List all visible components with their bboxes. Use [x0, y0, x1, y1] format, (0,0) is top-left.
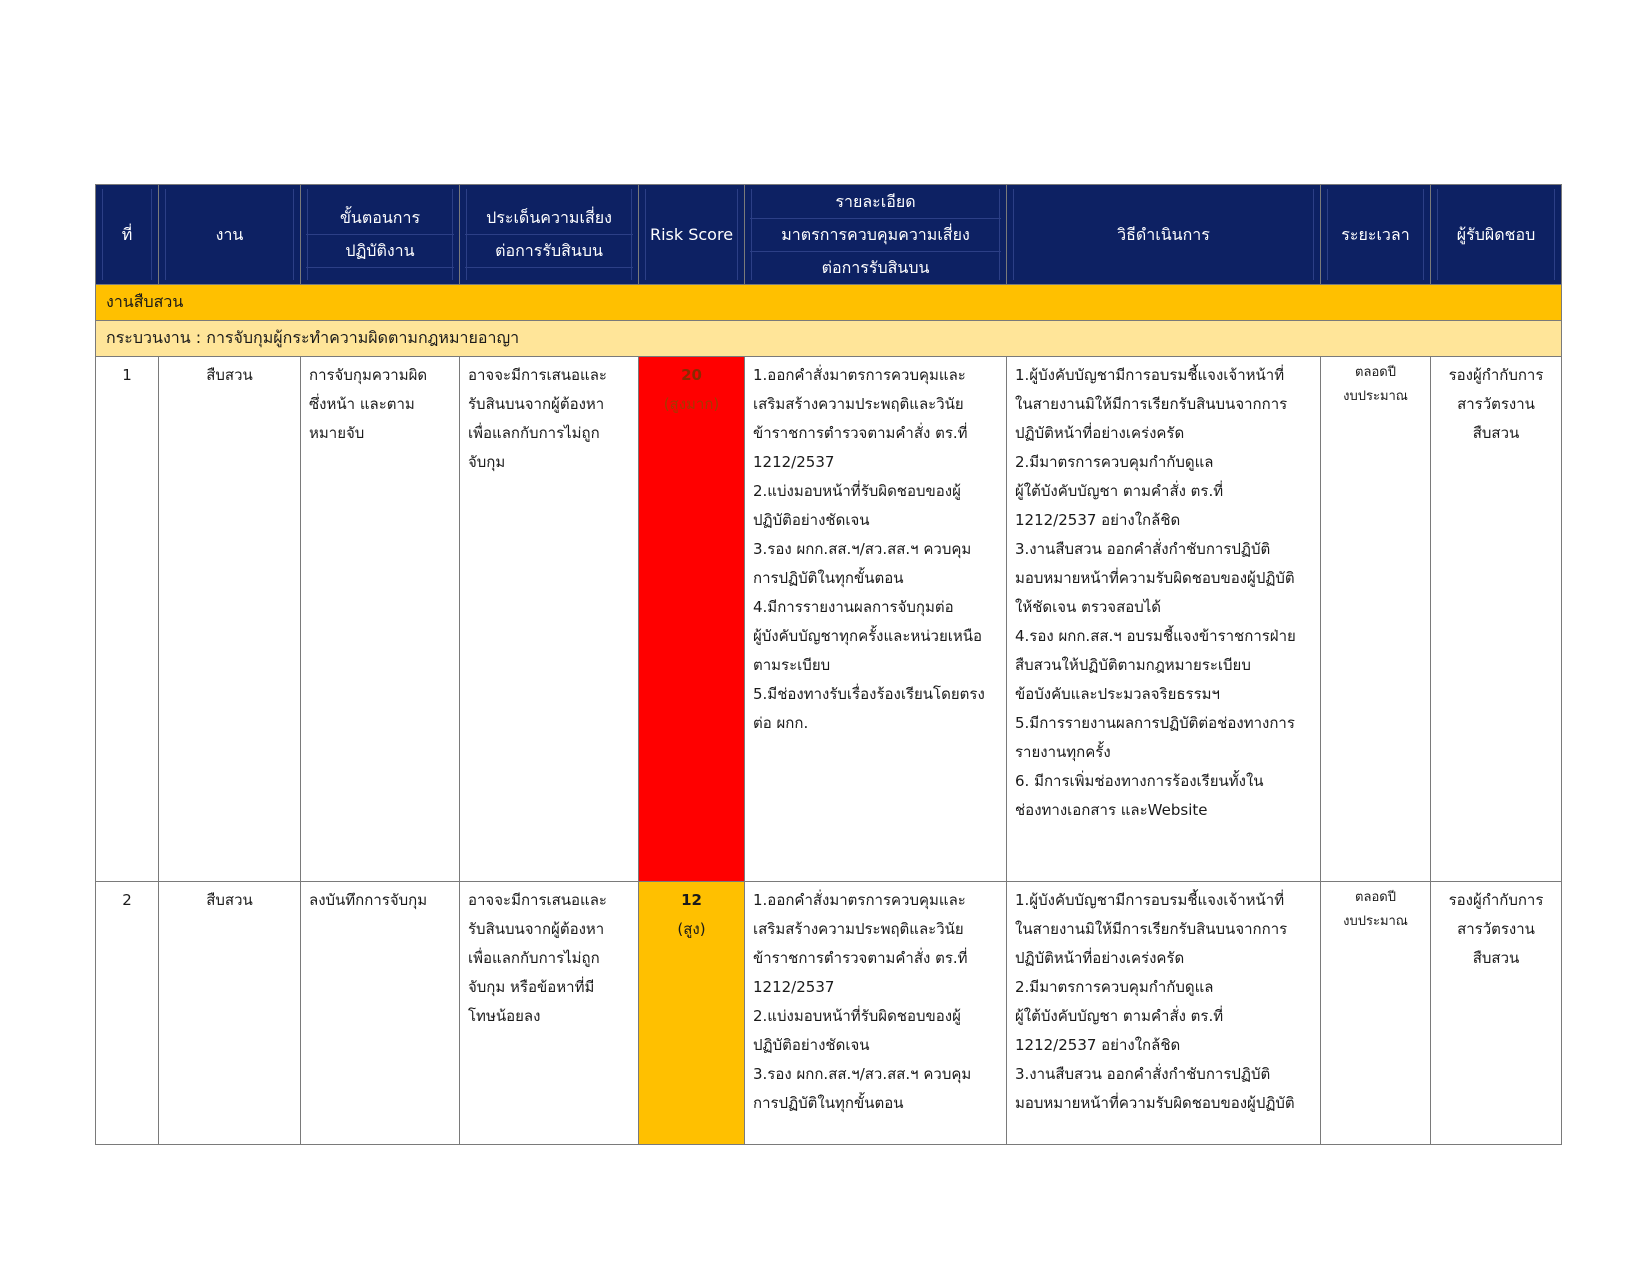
risk-level-label: (สูง) [677, 920, 706, 938]
row-method: 1.ผู้บังคับบัญชามีการอบรมชี้แจงเจ้าหน้าที่ ในสายงานมิให้มีการเรียกรับสินบนจากการ ปฏิบัติหน้าที่อย่างเคร่งครัด 2.มีมาตรการควบคุมกำกับดูแล ผู้ใต้บังคับบัญชา ตามคำสั่ง ตร.ที่ 1212/2537 อย่างใกล้ชิด 3.งานสืบสวน ออกคำสั่งกำชับการปฏิบัติ มอบหมายหน้าที่ความรับผิดชอบของผู้ปฏิบัติ [1007, 882, 1321, 1145]
row-owner: รองผู้กำกับการ สารวัตรงาน สืบสวน [1431, 882, 1562, 1145]
header-owner: ผู้รับผิดชอบ [1431, 185, 1562, 285]
row-work: สืบสวน [159, 882, 301, 1145]
process-title: กระบวนงาน : การจับกุมผู้กระทำความผิดตามกฎหมายอาญา [96, 321, 1562, 357]
row-period: ตลอดปี งบประมาณ [1321, 357, 1431, 882]
risk-level-label: (สูงมาก) [663, 395, 720, 413]
row-owner: รองผู้กำกับการ สารวัตรงาน สืบสวน [1431, 357, 1562, 882]
header-work: งาน [159, 185, 301, 285]
table-row [96, 357, 1562, 882]
header-no: ที่ [96, 185, 159, 285]
header-risk-issue: ประเด็นความเสี่ยง ต่อการรับสินบน [460, 185, 639, 285]
risk-score-value: 12 [681, 891, 702, 909]
section-row [96, 285, 1562, 321]
row-risk-score-cell [639, 357, 745, 882]
row-control: 1.ออกคำสั่งมาตรการควบคุมและ เสริมสร้างความประพฤติและวินัย ข้าราชการตำรวจตามคำสั่ง ตร.ที่ 1212/2537 2.แบ่งมอบหน้าที่รับผิดชอบของผู้ ปฏิบัติอย่างชัดเจน 3.รอง ผกก.สส.ฯ/สว.สส.ฯ ควบคุม การปฏิบัติในทุกขั้นตอน [745, 882, 1007, 1145]
process-row [96, 321, 1562, 357]
risk-score-value: 20 [681, 366, 702, 384]
row-work: สืบสวน [159, 357, 301, 882]
risk-table [95, 184, 1562, 1145]
section-title: งานสืบสวน [96, 285, 1562, 321]
row-risk-issue: อาจจะมีการเสนอและ รับสินบนจากผู้ต้องหา เพื่อแลกกับการไม่ถูก จับกุม [460, 357, 639, 882]
header-period: ระยะเวลา [1321, 185, 1431, 285]
row-control: 1.ออกคำสั่งมาตรการควบคุมและ เสริมสร้างความประพฤติและวินัย ข้าราชการตำรวจตามคำสั่ง ตร.ที่ 1212/2537 2.แบ่งมอบหน้าที่รับผิดชอบของผู้ ปฏิบัติอย่างชัดเจน 3.รอง ผกก.สส.ฯ/สว.สส.ฯ ควบคุม การปฏิบัติในทุกขั้นตอน 4.มีการรายงานผลการจับกุมต่อ ผู้บังคับบัญชาทุกครั้งและหน่วยเหนือ ตามระเบียบ 5.มีช่องทางรับเรื่องร้องเรียนโดยตรง ต่อ ผกก. [745, 357, 1007, 882]
header-control: รายละเอียด มาตรการควบคุมความเสี่ยง ต่อการรับสินบน [745, 185, 1007, 285]
row-number: 2 [96, 882, 159, 1145]
row-method: 1.ผู้บังคับบัญชามีการอบรมชี้แจงเจ้าหน้าที่ ในสายงานมิให้มีการเรียกรับสินบนจากการ ปฏิบัติหน้าที่อย่างเคร่งครัด 2.มีมาตรการควบคุมกำกับดูแล ผู้ใต้บังคับบัญชา ตามคำสั่ง ตร.ที่ 1212/2537 อย่างใกล้ชิด 3.งานสืบสวน ออกคำสั่งกำชับการปฏิบัติ มอบหมายหน้าที่ความรับผิดชอบของผู้ปฏิบัติ ให้ชัดเจน ตรวจสอบได้ 4.รอง ผกก.สส.ฯ อบรมชี้แจงข้าราชการฝ่าย สืบสวนให้ปฏิบัติตามกฎหมายระเบียบ ข้อบังคับและประมวลจริยธรรมฯ 5.มีการรายงานผลการปฏิบัติต่อช่องทางการ รายงานทุกครั้ง 6. มีการเพิ่มช่องทางการร้องเรียนทั้งใน ช่องทางเอกสาร และWebsite [1007, 357, 1321, 882]
row-period: ตลอดปี งบประมาณ [1321, 882, 1431, 1145]
row-risk-issue: อาจจะมีการเสนอและ รับสินบนจากผู้ต้องหา เพื่อแลกกับการไม่ถูก จับกุม หรือข้อหาที่มี โทษน้อยลง [460, 882, 639, 1145]
header-risk-score: Risk Score [639, 185, 745, 285]
header-method: วิธีดำเนินการ [1007, 185, 1321, 285]
row-step: การจับกุมความผิด ซึ่งหน้า และตาม หมายจับ [301, 357, 460, 882]
row-risk-score-cell [639, 882, 745, 1145]
row-step: ลงบันทึกการจับกุม [301, 882, 460, 1145]
table-row [96, 882, 1562, 1145]
header-step: ขั้นตอนการ ปฏิบัติงาน [301, 185, 460, 285]
row-number: 1 [96, 357, 159, 882]
table-header-row [96, 185, 1562, 285]
